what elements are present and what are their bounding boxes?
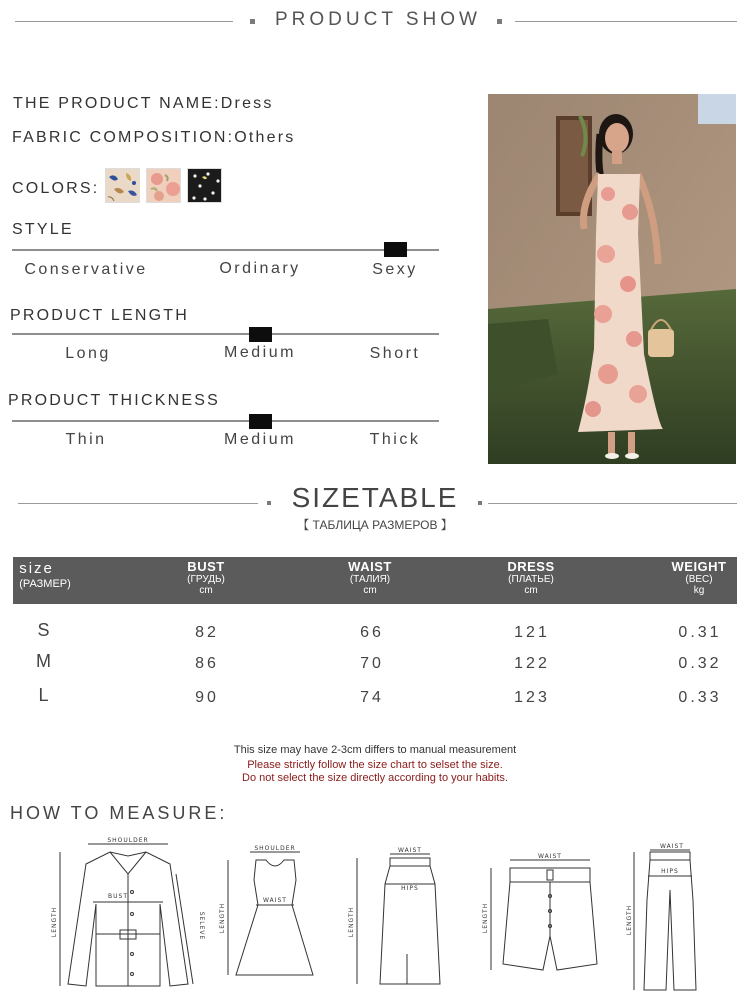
col-dress: DRESS (ПЛАТЬЕ) cm xyxy=(507,559,555,597)
thickness-title: PRODUCT THICKNESS xyxy=(8,392,220,409)
sizetable-rule-right xyxy=(488,503,737,504)
cell-dress: 123 xyxy=(514,689,550,706)
thickness-scale-marker xyxy=(249,414,272,429)
style-scale-line xyxy=(12,249,439,251)
sizetable-dot-right xyxy=(478,501,482,505)
note-habits: Do not select the size directly according to your habits. xyxy=(242,772,508,784)
length-option-long: Long xyxy=(65,345,111,362)
thickness-option-thick: Thick xyxy=(369,431,421,448)
product-photo xyxy=(488,94,736,464)
cell-size: M xyxy=(36,651,54,671)
label-waist: WAIST xyxy=(538,853,562,860)
thickness-option-thin: Thin xyxy=(65,431,107,448)
label-length: LENGTH xyxy=(219,902,226,934)
measure-figure-shorts xyxy=(475,846,615,976)
table-row xyxy=(0,651,750,677)
label-hips: HIPS xyxy=(401,885,419,892)
thickness-scale-line xyxy=(12,420,439,422)
style-option-ordinary: Ordinary xyxy=(219,260,301,277)
how-to-measure-title: HOW TO MEASURE: xyxy=(10,803,228,823)
product-name: THE PRODUCT NAME:Dress xyxy=(13,95,274,112)
style-scale-marker xyxy=(384,242,407,257)
sizetable-subtitle: 【 ТАБЛИЦА РАЗМЕРОВ 】 xyxy=(297,518,453,532)
col-bust: BUST (ГРУДЬ) cm xyxy=(187,559,225,597)
color-swatch-floral-blue[interactable] xyxy=(105,168,140,203)
cell-weight: 0.31 xyxy=(678,624,722,641)
cell-waist: 66 xyxy=(360,624,384,641)
measure-figure-pants xyxy=(622,840,712,995)
cell-waist: 70 xyxy=(360,655,384,672)
length-scale-line xyxy=(12,333,439,335)
cell-size: L xyxy=(38,685,52,705)
label-hips: HIPS xyxy=(661,868,679,875)
label-waist: WAIST xyxy=(398,847,422,854)
cell-dress: 122 xyxy=(514,655,550,672)
label-shoulder: SHOULDER xyxy=(107,837,149,844)
length-scale-marker xyxy=(249,327,272,342)
color-swatch-floral-pink[interactable] xyxy=(146,168,181,203)
thickness-option-medium: Medium xyxy=(224,431,296,448)
measure-figure-jacket xyxy=(48,834,218,996)
note-follow-chart: Please strictly follow the size chart to selset the size. xyxy=(247,759,503,771)
measure-figure-skirt xyxy=(345,844,445,989)
size-table-header xyxy=(13,557,737,604)
header-dot-left xyxy=(250,19,255,24)
note-measurement: This size may have 2-3cm differs to manual measurement xyxy=(233,744,517,756)
col-waist: WAIST (ТАЛИЯ) cm xyxy=(348,559,392,597)
cell-bust: 86 xyxy=(195,655,219,672)
label-bust: BUST xyxy=(108,893,128,900)
length-option-short: Short xyxy=(369,345,421,362)
colors-label: COLORS: xyxy=(12,180,100,197)
table-row xyxy=(0,685,750,711)
cell-waist: 74 xyxy=(360,689,384,706)
cell-bust: 82 xyxy=(195,624,219,641)
col-size: size (РАЗМЕР) xyxy=(19,560,71,590)
product-show-title: PRODUCT SHOW xyxy=(275,9,481,30)
style-option-conservative: Conservative xyxy=(24,261,148,278)
label-waist: WAIST xyxy=(660,843,684,850)
cell-bust: 90 xyxy=(195,689,219,706)
color-swatch-polka-black[interactable] xyxy=(187,168,222,203)
col-weight: WEIGHT (ВЕС) kg xyxy=(671,559,727,597)
measure-figure-dress xyxy=(218,840,318,985)
style-title: STYLE xyxy=(12,221,74,238)
header-dot-right xyxy=(497,19,502,24)
sizetable-rule-left xyxy=(18,503,258,504)
length-option-medium: Medium xyxy=(224,344,296,361)
cell-dress: 121 xyxy=(514,624,550,641)
sizetable-dot-left xyxy=(267,501,271,505)
label-shoulder: SHOULDER xyxy=(254,845,296,852)
label-waist: WAIST xyxy=(263,897,287,904)
label-length: LENGTH xyxy=(51,906,58,938)
label-sleeve: SELEVE xyxy=(198,911,205,941)
label-length: LENGTH xyxy=(626,904,633,936)
table-row xyxy=(0,620,750,646)
style-option-sexy: Sexy xyxy=(372,261,418,278)
fabric-composition: FABRIC COMPOSITION:Others xyxy=(12,129,296,146)
header-rule-left xyxy=(15,21,233,22)
cell-size: S xyxy=(37,620,53,640)
header-rule-right xyxy=(515,21,737,22)
cell-weight: 0.33 xyxy=(678,689,722,706)
cell-weight: 0.32 xyxy=(678,655,722,672)
length-title: PRODUCT LENGTH xyxy=(10,307,189,324)
label-length: LENGTH xyxy=(482,902,489,934)
label-length: LENGTH xyxy=(348,906,355,938)
sizetable-title: SIZETABLE xyxy=(291,482,459,513)
